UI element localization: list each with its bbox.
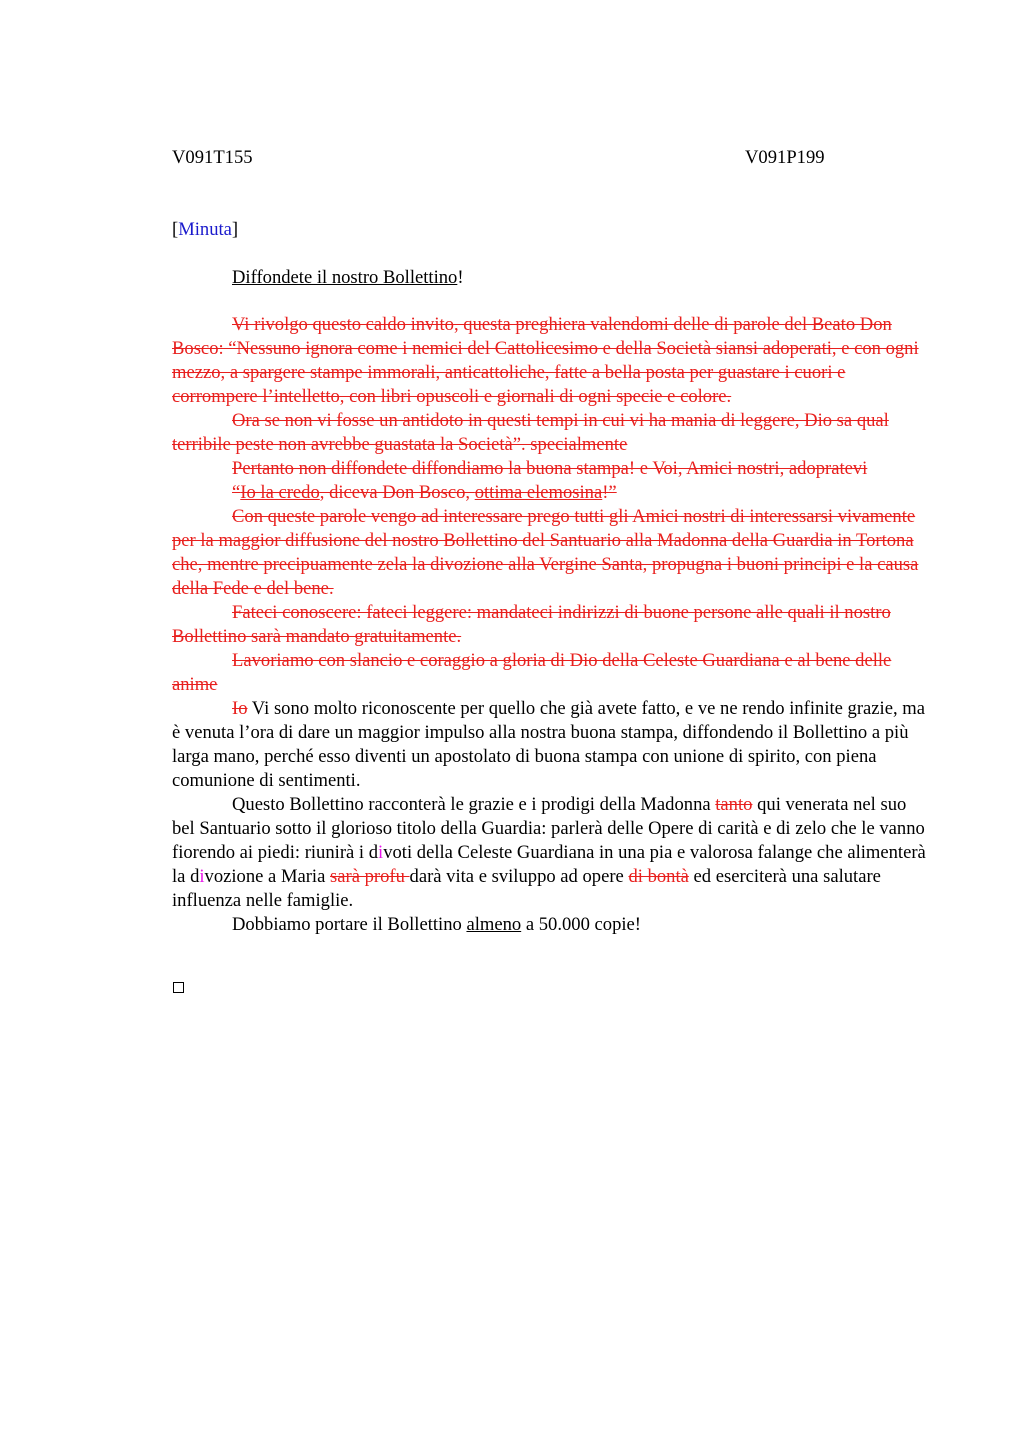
paragraph-text: Vi sono molto riconoscente per quello che già avete fatto, e ve ne rendo infinite grazie, ma è venuta l’ora di dare un maggior impulso alla nostra buona stampa, diffondendo il Bollettino a più larga mano, perché esso diventi un apostolato di buona stampa con unione di spirito, con piena comunione di sentimenti. xyxy=(172,698,925,791)
paragraph-text: vozione a Maria xyxy=(204,866,331,887)
paragraph-1 xyxy=(172,313,932,409)
paragraph-9 xyxy=(172,793,932,913)
minuta-label xyxy=(172,219,238,241)
inserted-letter: i xyxy=(199,866,205,887)
close-bracket: ] xyxy=(231,219,239,240)
deleted-text: “ xyxy=(232,482,241,503)
inserted-letter: i xyxy=(378,842,384,863)
paragraph-3 xyxy=(172,457,932,481)
deleted-text: Vi rivolgo questo caldo invito, questa preghiera valendomi delle di parole del Beato Don Bosco: “Nessuno ignora come i nemici del Cattolicesimo e della Società siansi adoperati, e con ogni mezzo, a spargere stampe immorali, anticattoliche, fatte a bella posta per guastare i cuori e corrompere l’intelletto, con libri opuscoli e giornali di ogni specie e colore. xyxy=(172,314,919,407)
paragraph-text: qui venerata nel suo bel Santuario sotto il glorioso titolo della Guardia: parlerà delle Opere di carità e di zelo che le vanno fiorendo ai piedi: riunirà i d xyxy=(172,794,925,863)
paragraph-text: darà vita e sviluppo ad opere xyxy=(409,866,629,887)
paragraph-8 xyxy=(172,697,932,793)
deleted-text: Pertanto non diffondete diffondiamo la buona stampa! e Voi, Amici nostri, adopratevi xyxy=(232,458,868,479)
paragraph-4 xyxy=(172,481,932,505)
deleted-text: Ora se non vi fosse un antidoto in questi tempi in cui vi ha mania di leggere, Dio sa qual terribile peste non avrebbe guastata la Società”. specialmente xyxy=(172,410,889,455)
deleted-text: di bontà xyxy=(628,866,689,887)
paragraph-text: ed eserciterà una salutare influenza nelle famiglie. xyxy=(172,866,881,911)
underlined-text: almeno xyxy=(466,914,522,935)
document-code-right: V091P199 xyxy=(745,147,825,168)
deleted-text: tanto xyxy=(715,794,753,815)
paragraph-2 xyxy=(172,409,932,457)
paragraph-7 xyxy=(172,649,932,697)
minuta-word: Minuta xyxy=(178,219,232,240)
paragraph-text: voti della Celeste Guardiana in una pia e valorosa falange che alimenterà la d xyxy=(172,842,926,887)
deleted-text: Con queste parole vengo ad interessare prego tutti gli Amici nostri di interessarsi vivamente per la maggior diffusione del nostro Bollettino del Santuario alla Madonna della Guardia in Tortona che, mentre precipuamente zela la divozione alla Vergine Santa, propugna i buoni principi e la causa della Fede e del bene. xyxy=(172,506,919,599)
title-text: Diffondete il nostro Bollettino xyxy=(232,267,458,288)
end-of-document-box-icon xyxy=(173,982,184,993)
paragraph-text: Questo Bollettino racconterà le grazie e i prodigi della Madonna xyxy=(232,794,716,815)
deleted-text: sarà profu xyxy=(330,866,410,887)
document-title xyxy=(232,267,464,289)
open-bracket: [ xyxy=(172,219,179,240)
deleted-text: !” xyxy=(602,482,617,503)
deleted-underlined-text: Io la credo xyxy=(240,482,320,503)
paragraph-text: a 50.000 copie! xyxy=(521,914,641,935)
paragraph-10 xyxy=(172,913,932,937)
document-code-left: V091T155 xyxy=(172,147,253,168)
deleted-text: Lavoriamo con slancio e coraggio a gloria di Dio della Celeste Guardiana e al bene delle anime xyxy=(172,650,892,695)
deleted-text: , diceva Don Bosco, xyxy=(319,482,475,503)
paragraph-5 xyxy=(172,505,932,601)
paragraph-6 xyxy=(172,601,932,649)
paragraph-text: Dobbiamo portare il Bollettino xyxy=(232,914,467,935)
deleted-text: Fateci conoscere: fateci leggere: mandateci indirizzi di buone persone alle quali il nostro Bollettino sarà mandato gratuitamente. xyxy=(172,602,891,647)
document-body xyxy=(172,313,932,937)
deleted-text: Io xyxy=(232,698,248,719)
title-punct: ! xyxy=(457,267,464,288)
deleted-underlined-text: ottima elemosina xyxy=(474,482,603,503)
